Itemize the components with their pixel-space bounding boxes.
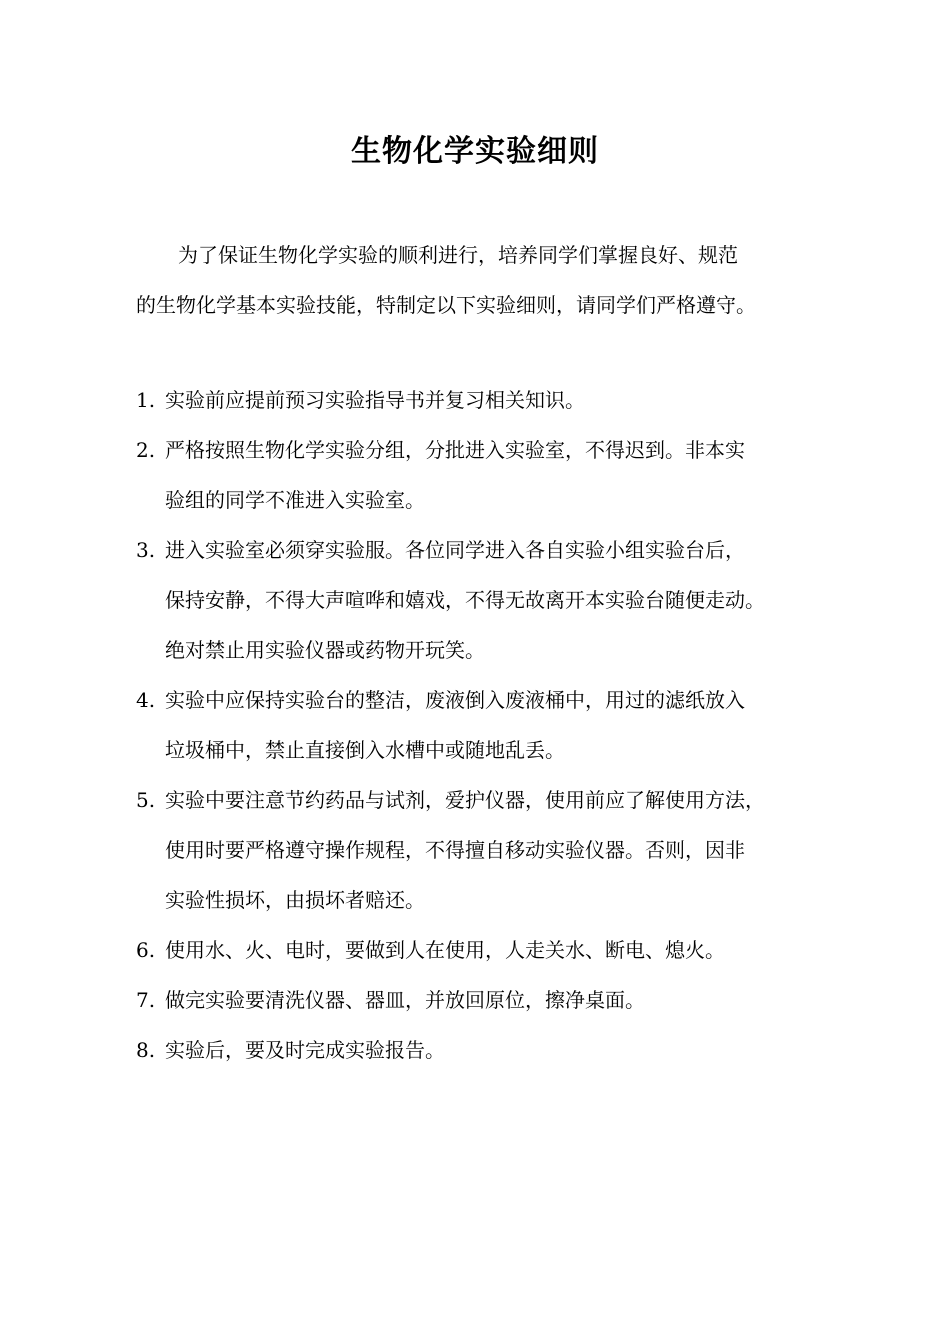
rule-number: 8.	[136, 1038, 156, 1062]
intro-line: 的生物化学基本实验技能，特制定以下实验细则，请同学们严格遵守。	[136, 293, 756, 317]
rule-number: 5.	[136, 788, 156, 812]
rule-number: 7.	[136, 988, 156, 1012]
rule-line: 实验性损坏，由损坏者赔还。	[165, 888, 425, 912]
rule-line: 实验中应保持实验台的整洁，废液倒入废液桶中，用过的滤纸放入	[165, 688, 745, 712]
intro-paragraph	[136, 230, 836, 330]
rule-text	[165, 375, 836, 425]
rule-line: 验组的同学不准进入实验室。	[165, 488, 425, 512]
rule-item	[136, 925, 836, 975]
rule-line: 做完实验要清洗仪器、器皿，并放回原位，擦净桌面。	[165, 988, 645, 1012]
rule-number: 3.	[136, 538, 156, 562]
rule-text	[165, 975, 836, 1025]
rule-number: 1.	[136, 388, 156, 412]
rule-text	[165, 425, 836, 525]
rule-line: 严格按照生物化学实验分组，分批进入实验室，不得迟到。非本实	[165, 438, 745, 462]
rule-item	[136, 675, 836, 775]
intro-line: 为了保证生物化学实验的顺利进行，培养同学们掌握良好、规范	[178, 243, 738, 267]
rule-number: 6.	[136, 938, 156, 962]
rule-line: 使用水、火、电时，要做到人在使用，人走关水、断电、熄火。	[165, 938, 725, 962]
rule-line: 垃圾桶中，禁止直接倒入水槽中或随地乱丢。	[165, 738, 565, 762]
rule-item	[136, 975, 836, 1025]
rule-line: 实验前应提前预习实验指导书并复习相关知识。	[165, 388, 585, 412]
rule-line: 实验后，要及时完成实验报告。	[165, 1038, 445, 1062]
rule-line: 绝对禁止用实验仪器或药物开玩笑。	[165, 638, 485, 662]
rule-item	[136, 1025, 836, 1075]
rule-text	[165, 675, 836, 775]
rules-list	[136, 375, 836, 1075]
rule-line: 保持安静，不得大声喧哗和嬉戏，不得无故离开本实验台随便走动。	[165, 588, 765, 612]
rule-line: 进入实验室必须穿实验服。各位同学进入各自实验小组实验台后，	[165, 538, 745, 562]
rule-line: 实验中要注意节约药品与试剂，爱护仪器，使用前应了解使用方法，	[165, 788, 765, 812]
rule-item	[136, 525, 836, 675]
rule-item	[136, 425, 836, 525]
rule-number: 4.	[136, 688, 156, 712]
rule-number: 2.	[136, 438, 156, 462]
document-title: 生物化学实验细则	[351, 134, 599, 169]
rule-text	[165, 925, 836, 975]
rule-item	[136, 375, 836, 425]
rule-text	[165, 775, 836, 925]
rule-item	[136, 775, 836, 925]
rule-text	[165, 1025, 836, 1075]
rule-line: 使用时要严格遵守操作规程，不得擅自移动实验仪器。否则，因非	[165, 838, 745, 862]
rule-text	[165, 525, 836, 675]
